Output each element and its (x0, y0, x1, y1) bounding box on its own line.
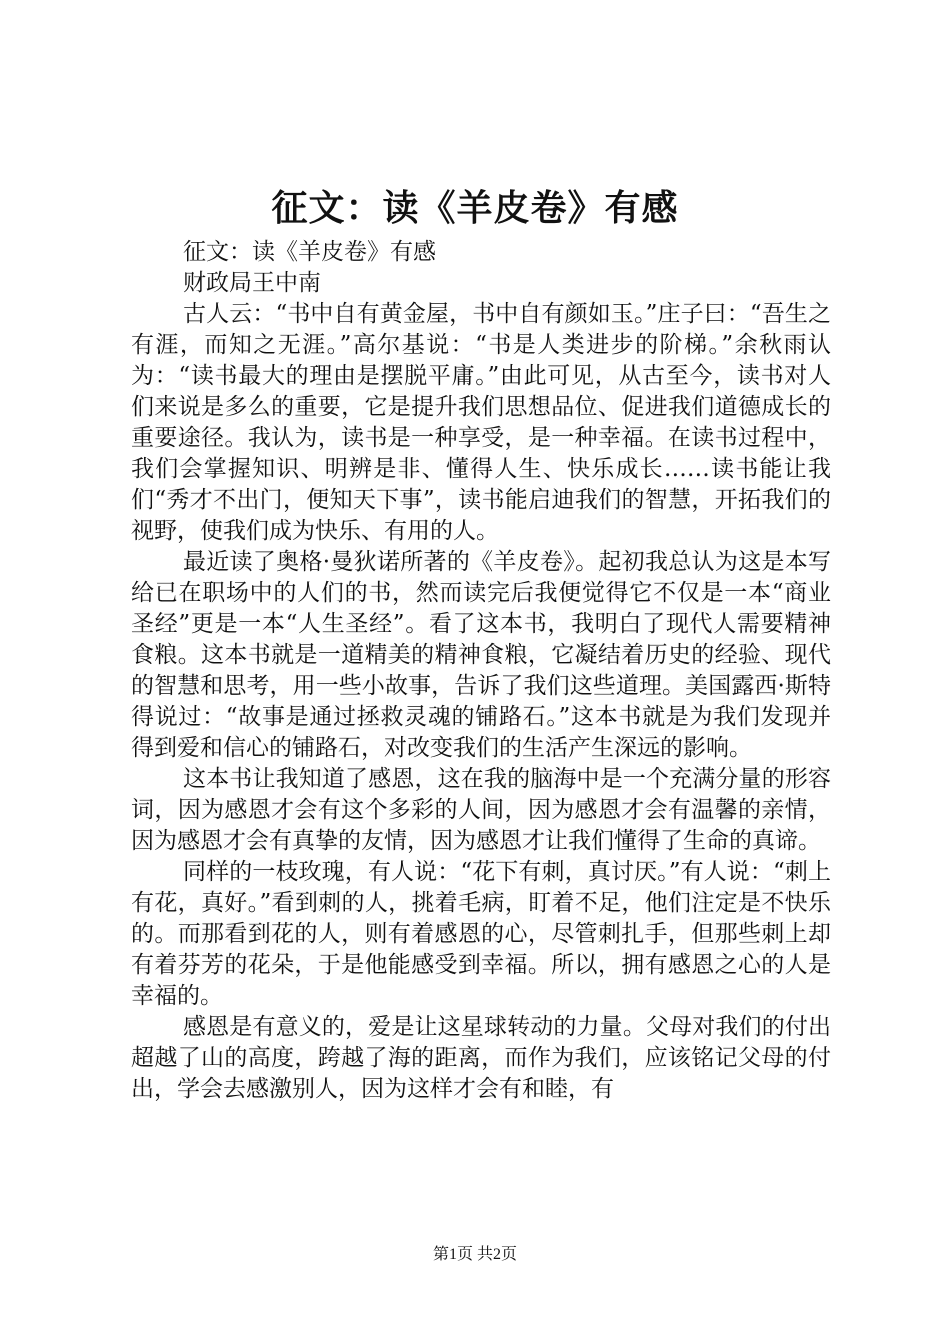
paragraph: 感恩是有意义的，爱是让这星球转动的力量。父母对我们的付出超越了山的高度，跨越了海的距离，而作为我们，应该铭记父母的付出，学会去感激别人，因为这样才会有和睦，有 (131, 1014, 831, 1102)
document-body (131, 237, 831, 1105)
author-line: 财政局王中南 (183, 270, 321, 296)
paragraph: 同样的一枝玫瑰，有人说：“花下有刺，真讨厌。”有人说：“刺上有花，真好。”看到刺的人，挑着毛病，盯着不足，他们注定是不快乐的。而那看到花的人，则有着感恩的心，尽管刺扎手，但那些刺上却有着芬芳的花朵，于是他能感受到幸福。所以，拥有感恩之心的人是幸福的。 (131, 859, 831, 1009)
page-number-footer: 第1页 共2页 (432, 1246, 517, 1263)
subtitle-line: 征文：读《羊皮卷》有感 (183, 239, 436, 265)
document-title: 征文：读《羊皮卷》有感 (271, 187, 679, 229)
paragraph: 最近读了奥格·曼狄诺所著的《羊皮卷》。起初我总认为这是本写给已在职场中的人们的书，然而读完后我便觉得它不仅是一本“商业圣经”更是一本“人生圣经”。看了这本书，我明白了现代人需要精神食粮。这本书就是一道精美的精神食粮，它凝结着历史的经验、现代的智慧和思考，用一些小故事，告诉了我们这些道理。美国露西·斯特得说过：“故事是通过拯救灵魂的铺路石。”这本书就是为我们发现并得到爱和信心的铺路石，对改变我们的生活产生深远的影响。 (131, 549, 831, 761)
paragraph: 这本书让我知道了感恩，这在我的脑海中是一个充满分量的形容词，因为感恩才会有这个多彩的人间，因为感恩才会有温馨的亲情，因为感恩才会有真挚的友情，因为感恩才让我们懂得了生命的真谛。 (131, 766, 831, 854)
paragraph: 古人云：“书中自有黄金屋，书中自有颜如玉。”庄子曰：“吾生之有涯，而知之无涯。”高尔基说：“书是人类进步的阶梯。”余秋雨认为：“读书最大的理由是摆脱平庸。”由此可见，从古至今，读书对人们来说是多么的重要，它是提升我们思想品位、促进我们道德成长的重要途径。我认为，读书是一种享受，是一种幸福。在读书过程中，我们会掌握知识、明辨是非、懂得人生、快乐成长……读书能让我们“秀才不出门，便知天下事”，读书能启迪我们的智慧，开拓我们的视野，使我们成为快乐、有用的人。 (131, 301, 831, 544)
